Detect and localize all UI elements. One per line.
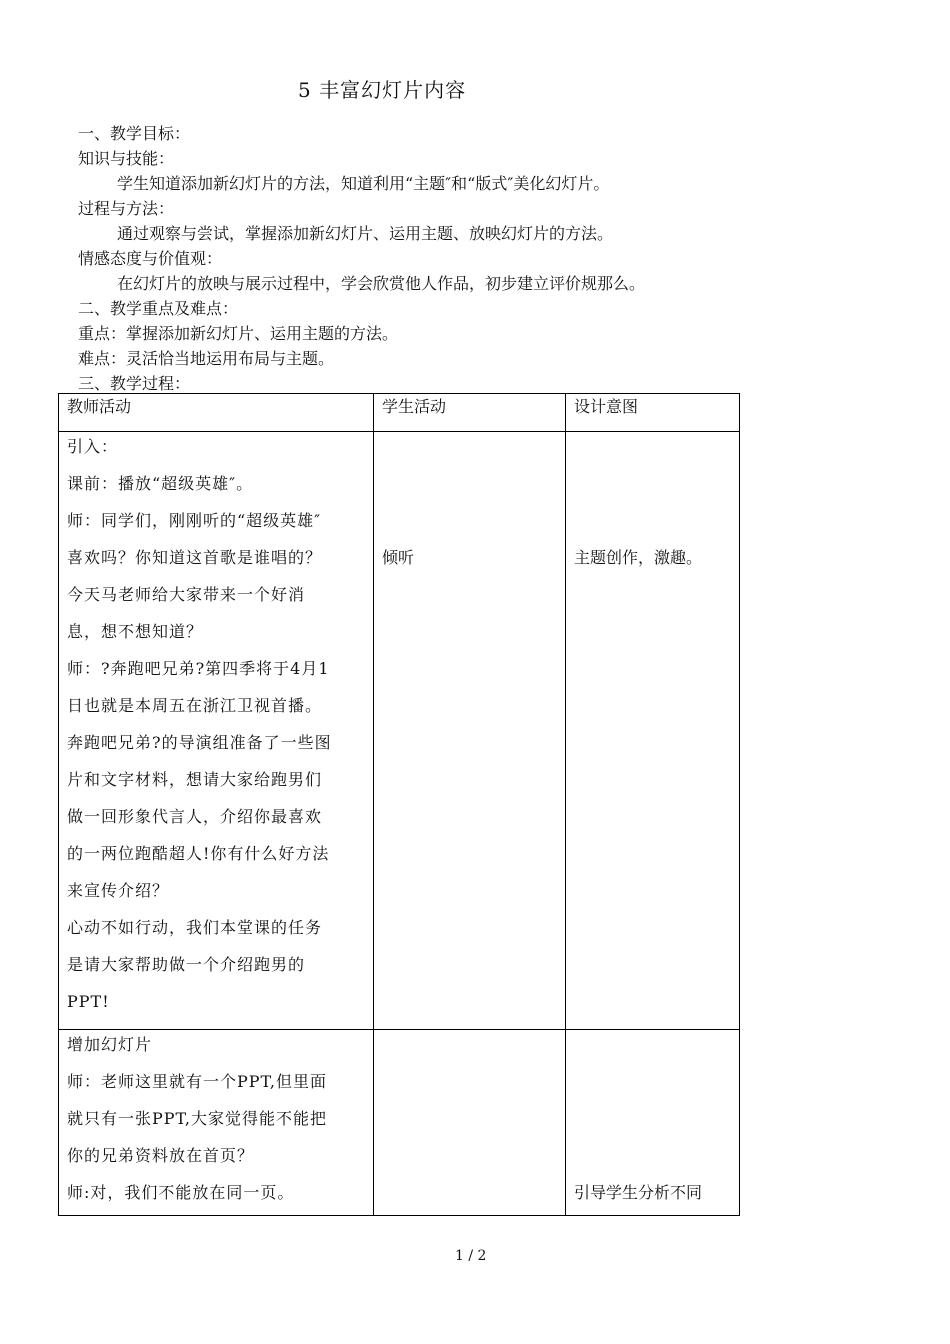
teacher-line: 师:对，我们不能放在同一页。	[67, 1183, 295, 1202]
teacher-line: 引入：	[67, 437, 119, 456]
design-intent-cell	[566, 1030, 740, 1216]
teacher-line: 息，想不想知道？	[67, 622, 204, 641]
teacher-line: 来宣传介绍？	[67, 881, 170, 900]
key-point: 重点：掌握添加新幻灯片、运用主题的方法。	[78, 324, 399, 343]
teacher-line: 增加幻灯片	[67, 1035, 153, 1054]
process-heading: 三、教学过程：	[78, 374, 191, 393]
objectives-heading: 一、教学目标：	[78, 124, 191, 143]
teacher-line: 师：?奔跑吧兄弟?第四季将于4月1	[67, 659, 330, 678]
student-activity-cell	[374, 1030, 566, 1216]
process-text: 通过观察与尝试，掌握添加新幻灯片、运用主题、放映幻灯片的方法。	[117, 224, 614, 243]
teacher-line: PPT!	[67, 992, 110, 1011]
table-row	[59, 432, 740, 1030]
difficulty-point: 难点：灵活恰当地运用布局与主题。	[78, 349, 335, 368]
teacher-line: 师：同学们，刚刚听的“超级英雄″	[67, 511, 322, 530]
teacher-line: 的一两位跑酷超人!你有什么好方法	[67, 844, 330, 863]
knowledge-label: 知识与技能：	[78, 149, 175, 168]
teacher-line: 今天马老师给大家带来一个好消	[67, 585, 306, 604]
header-student: 学生活动	[374, 394, 566, 432]
process-label: 过程与方法：	[78, 199, 175, 218]
lesson-table	[58, 393, 740, 1216]
student-activity-cell	[374, 432, 566, 1030]
design-intent-text: 主题创作，激趣。	[574, 548, 703, 567]
header-design: 设计意图	[566, 394, 740, 432]
table-row	[59, 1030, 740, 1216]
page-number: 1 / 2	[455, 1248, 487, 1264]
design-intent-cell	[566, 432, 740, 1030]
teacher-line: 就只有一张PPT,大家觉得能不能把	[67, 1109, 327, 1128]
keypoints-heading: 二、教学重点及难点：	[78, 299, 239, 318]
emotion-label: 情感态度与价值观：	[78, 249, 223, 268]
teacher-line: 喜欢吗？你知道这首歌是谁唱的？	[67, 548, 323, 567]
page-title: 5 丰富幻灯片内容	[298, 78, 467, 102]
teacher-line: 课前：播放“超级英雄″。	[67, 474, 254, 493]
teacher-line: 心动不如行动，我们本堂课的任务	[67, 918, 323, 937]
teacher-line: 日也就是本周五在浙江卫视首播。	[67, 696, 323, 715]
teacher-line: 是请大家帮助做一个介绍跑男的	[67, 955, 306, 974]
teacher-activity-cell	[59, 432, 374, 1030]
teacher-line: 师：老师这里就有一个PPT,但里面	[67, 1072, 327, 1091]
teacher-line: 奔跑吧兄弟?的导演组准备了一些图	[67, 733, 332, 752]
knowledge-text: 学生知道添加新幻灯片的方法，知道利用“主题″和“版式″美化幻灯片。	[117, 174, 610, 193]
teacher-activity-cell	[59, 1030, 374, 1216]
header-teacher: 教师活动	[59, 394, 374, 432]
student-activity-text: 倾听	[382, 548, 415, 567]
design-intent-text: 引导学生分析不同	[574, 1183, 703, 1202]
teacher-line: 片和文字材料，想请大家给跑男们	[67, 770, 323, 789]
emotion-text: 在幻灯片的放映与展示过程中，学会欣赏他人作品，初步建立评价规那么。	[117, 274, 646, 293]
teacher-line: 你的兄弟资料放在首页？	[67, 1146, 255, 1165]
teacher-line: 做一回形象代言人，介绍你最喜欢	[67, 807, 323, 826]
table-header-row	[59, 394, 740, 432]
